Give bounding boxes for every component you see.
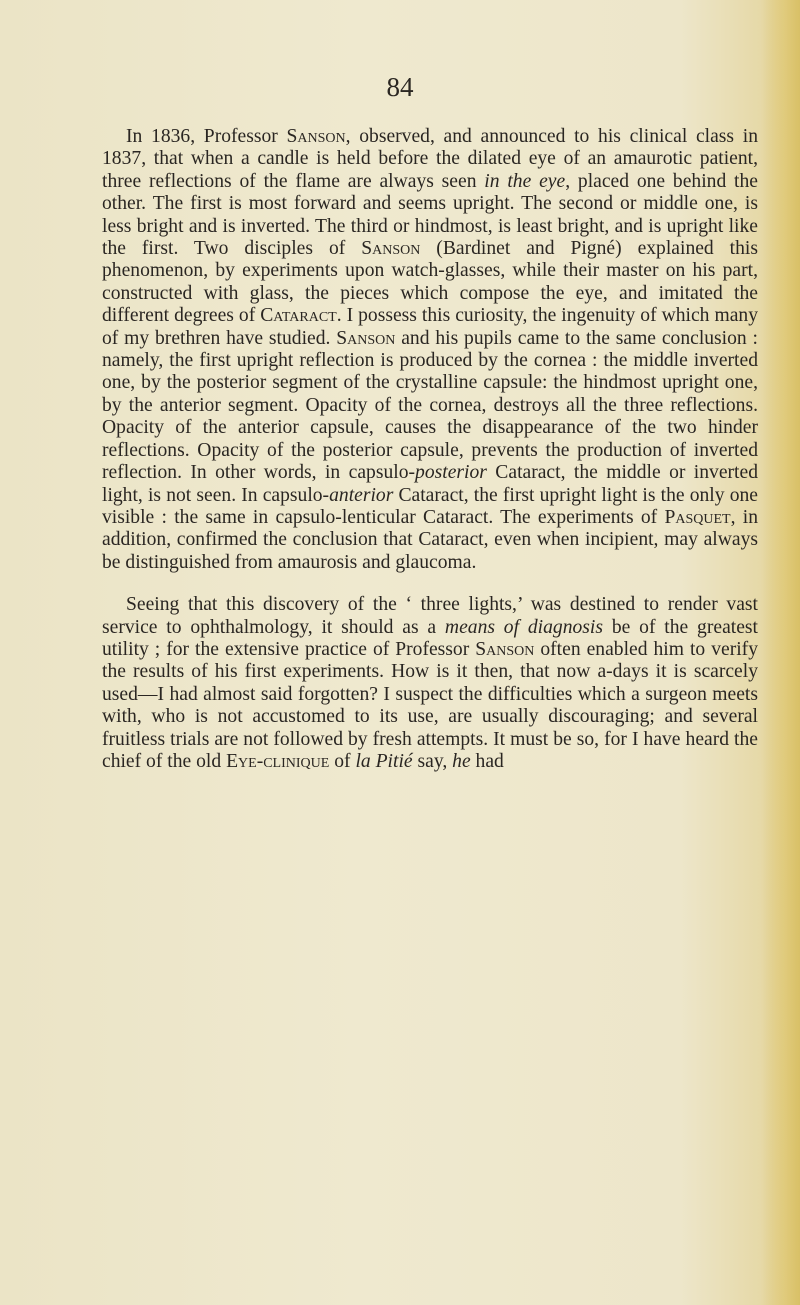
italic-text: la Pitié xyxy=(355,750,413,772)
italic-text: means of diagnosis xyxy=(444,616,603,638)
text-run: be of the greatest utility ; for the extensive practice of Professor xyxy=(102,616,758,660)
text-run: Cataract, the first upright light is the only one visible : the same in capsulo-lenticular Cataract. The experiments of xyxy=(102,484,758,528)
text-run: , placed one behind the other. The first is most forward and seems upright. The second or middle one, is less bright and is inverted. The third or hindmost, is least bright, and is upright like the first. Two disciples of xyxy=(102,170,758,260)
text-run: of xyxy=(329,750,356,772)
italic-text: anterior xyxy=(329,484,394,506)
text-run: and his pupils came to the same conclusion : namely, the first upright reflection is produced by the cornea : the middle inverted one, by the posterior segment of the crystalline capsule: the hindmost upright one, by the anterior segment. Opacity of the cornea, destroys all the three reflections. Opacity of the anterior capsule, causes the disappearance of the two hinder reflections. Opacity of the posterior capsule, prevents the production of inverted reflection. In other words, in capsulo- xyxy=(102,327,758,484)
text-run: (Bardinet and Pigné) explained this phenomenon, by experiments upon watch-glasses, while their master on his part, constructed with glass, the pieces which compose the eye, and imitated the different degrees of xyxy=(102,238,758,327)
text-run: Cataract, the middle or inverted light, is not seen. In capsulo- xyxy=(102,462,758,506)
paragraph xyxy=(102,126,758,574)
text-run: In 1836, Professor xyxy=(126,126,287,147)
small-caps-text: Cataract xyxy=(260,305,337,327)
text-run: say, xyxy=(412,750,453,772)
text-run: had xyxy=(470,750,504,772)
page-number: 84 xyxy=(386,72,414,102)
text-run: Seeing that this discovery of the ‘ three lights,’ was destined to render vast service to ophthalmology, it should as a xyxy=(102,594,758,638)
body-text xyxy=(102,126,758,773)
small-caps-text: Sanson xyxy=(361,238,421,260)
page-edge-stain xyxy=(762,0,800,1305)
italic-text: in the eye xyxy=(484,170,566,192)
text-run: , observed, and announced to his clinical class in 1837, that when a candle is held before the dilated eye of an amaurotic patient, three reflections of the flame are always seen xyxy=(102,126,758,192)
text-run: often enabled him to verify the results of his first experiments. How is it then, that now a-days it is scarcely used—I had almost said forgotten? I suspect the difficulties which a surgeon meets with, who is not accustomed to its use, are usually discouraging; and several fruitless trials are not followed by fresh attempts. It must be so, for I have heard the chief of the old xyxy=(102,638,758,772)
text-run: , in addition, confirmed the conclusion that Cataract, even when incipient, may always be distinguished from amaurosis and glaucoma. xyxy=(102,506,758,573)
small-caps-text: Sanson xyxy=(286,126,346,147)
italic-text: posterior xyxy=(415,462,487,484)
italic-text: he xyxy=(452,750,471,772)
text-run: . I possess this curiosity, the ingenuity of which many of my brethren have studied. xyxy=(102,305,758,349)
small-caps-text: Eye-clinique xyxy=(226,750,330,772)
small-caps-text: Sanson xyxy=(336,327,396,349)
small-caps-text: Sanson xyxy=(475,638,535,660)
paragraph xyxy=(102,594,758,773)
small-caps-text: Pasquet xyxy=(664,506,731,528)
